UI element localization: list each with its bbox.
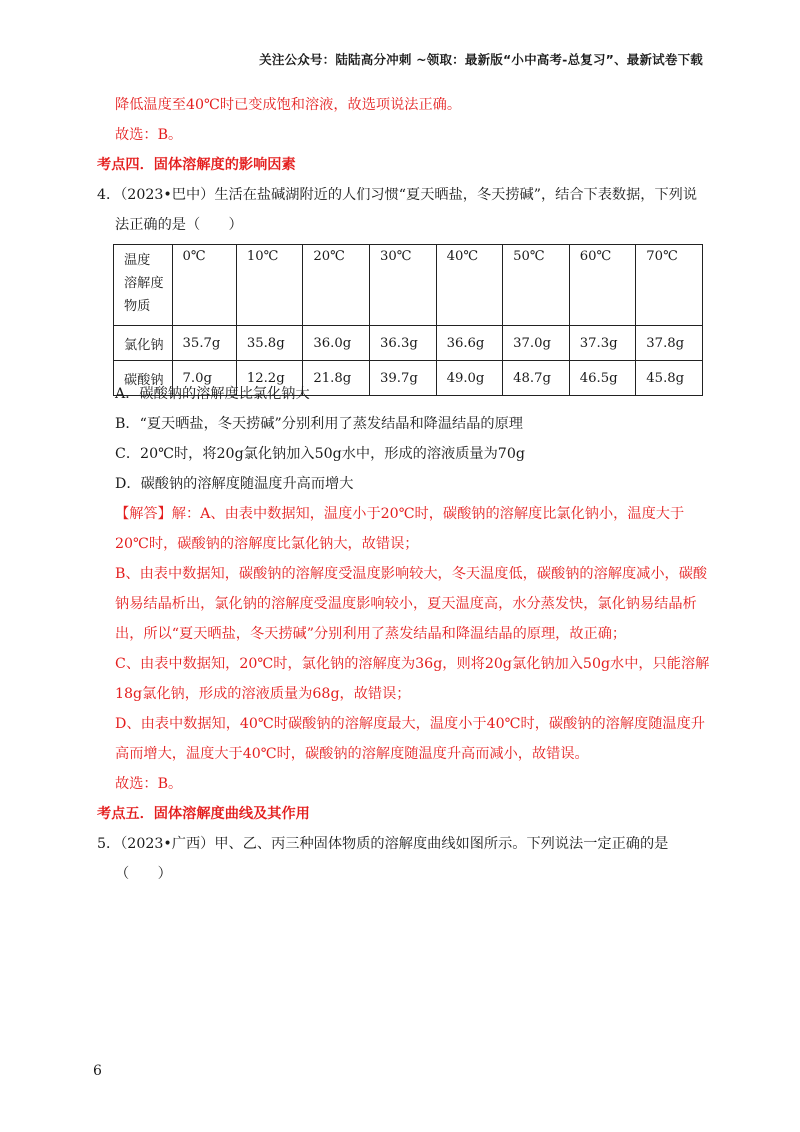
table-cell: 7.0g	[172, 361, 236, 396]
table-cell: 35.7g	[172, 326, 236, 361]
temp-header-cell: 50℃	[503, 245, 570, 326]
table-header-row	[114, 245, 703, 326]
answer-line-2: 20℃时，碳酸钠的溶解度比氯化钠大，故错误；	[115, 536, 419, 552]
table-cell: 37.3g	[569, 326, 636, 361]
section-4-heading: 考点四．固体溶解度的影响因素	[97, 157, 296, 173]
page-header: 关注公众号：陆陆高分冲刺 ~领取：最新版“小中高考-总复习”、最新试卷下载	[259, 52, 703, 67]
answer-line-7: 18g氯化钠，形成的溶液质量为68g，故错误；	[115, 686, 411, 702]
option-a: A．碳酸钠的溶解度比氯化钠大	[115, 386, 310, 402]
temp-header-cell: 60℃	[569, 245, 636, 326]
substance-name-cell: 碳酸钠	[114, 361, 173, 396]
table-corner-cell	[114, 245, 173, 326]
question-4-line-1: 4．（2023•巴中）生活在盐碱湖附近的人们习惯“夏天晒盐，冬天捞碱”，结合下表数据，下列说	[97, 187, 698, 203]
temp-header-cell: 10℃	[236, 245, 303, 326]
question-5-line-1: 5．（2023•广西）甲、乙、丙三种固体物质的溶解度曲线如图所示。下列说法一定正确的是	[97, 836, 669, 852]
table-cell: 46.5g	[569, 361, 636, 396]
temp-header-cell: 70℃	[636, 245, 703, 326]
answer-tag: 【解答】	[115, 506, 172, 522]
answer-line-8: D、由表中数据知，40℃时碳酸钠的溶解度最大，温度小于40℃时，碳酸钠的溶解度随温度升	[115, 716, 705, 732]
corner-label-temp: 温度	[124, 253, 151, 268]
table-row	[114, 326, 703, 361]
question-4-choice: 故选：B。	[115, 776, 183, 792]
table-cell: 37.8g	[636, 326, 703, 361]
page-number: 6	[93, 1063, 102, 1079]
table-cell: 36.6g	[436, 326, 503, 361]
answer-line-5: 出，所以“夏天晒盐，冬天捞碱”分别利用了蒸发结晶和降温结晶的原理，故正确；	[115, 626, 627, 642]
option-c: C．20℃时，将20g氯化钠加入50g水中，形成的溶液质量为70g	[115, 446, 525, 462]
answer-line-9: 高而增大，温度大于40℃时，碳酸钠的溶解度随温度升高而减小，故错误。	[115, 746, 589, 762]
answer-line-6: C、由表中数据知，20℃时，氯化钠的溶解度为36g，则将20g氯化钠加入50g水中，只能溶解	[115, 656, 710, 672]
temp-header-cell: 0℃	[172, 245, 236, 326]
question-5-line-2: （ ）	[115, 866, 172, 882]
table-cell: 45.8g	[636, 361, 703, 396]
table-cell: 37.0g	[503, 326, 570, 361]
previous-choice: 故选：B。	[115, 127, 183, 143]
answer-line-3: B、由表中数据知，碳酸钠的溶解度受温度影响较大，冬天温度低，碳酸钠的溶解度减小，碳酸	[115, 566, 708, 582]
section-5-heading: 考点五．固体溶解度曲线及其作用	[97, 806, 310, 822]
answer-line-4: 钠易结晶析出，氯化钠的溶解度受温度影响较小，夏天温度高，水分蒸发快，氯化钠易结晶析	[115, 596, 697, 612]
option-b: B．“夏天晒盐，冬天捞碱”分别利用了蒸发结晶和降温结晶的原理	[115, 416, 523, 432]
table-cell: 21.8g	[303, 361, 370, 396]
corner-label-substance: 物质	[124, 299, 151, 314]
table-cell: 48.7g	[503, 361, 570, 396]
answer-text: 解：A、由表中数据知，温度小于20℃时，碳酸钠的溶解度比氯化钠小，温度大于	[171, 506, 685, 522]
option-d: D．碳酸钠的溶解度随温度升高而增大	[115, 476, 354, 492]
solubility-table	[113, 244, 703, 396]
question-4-line-2: 法正确的是（ ）	[115, 217, 243, 233]
table-cell: 49.0g	[436, 361, 503, 396]
substance-name-cell: 氯化钠	[114, 326, 173, 361]
corner-label-solubility: 溶解度	[124, 276, 164, 291]
answer-line-1	[115, 504, 684, 524]
previous-answer-line: 降低温度至40℃时已变成饱和溶液，故选项说法正确。	[115, 97, 462, 113]
table-cell: 35.8g	[236, 326, 303, 361]
temp-header-cell: 40℃	[436, 245, 503, 326]
temp-header-cell: 30℃	[369, 245, 436, 326]
table-cell: 39.7g	[369, 361, 436, 396]
temp-header-cell: 20℃	[303, 245, 370, 326]
table-cell: 36.0g	[303, 326, 370, 361]
table-cell: 36.3g	[369, 326, 436, 361]
table-cell: 12.2g	[236, 361, 303, 396]
